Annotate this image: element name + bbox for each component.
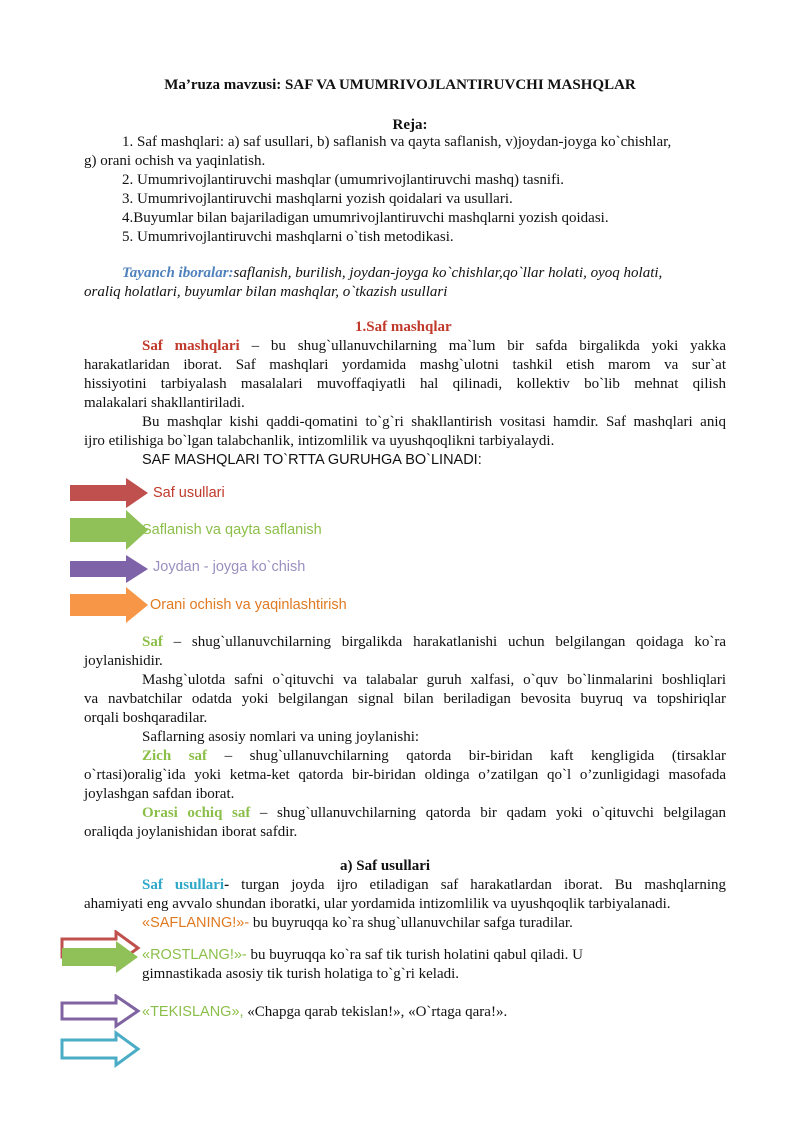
arrow-icon-red xyxy=(68,476,150,510)
zich-saf-line-1: Zich saf – shug`ullanuvchilarning qatorda bir-biridan kaft kengligida (tirsaklar xyxy=(142,748,726,764)
command-tekislang: «TEKISLANG», «Chapga qarab tekislan!», «O`rtaga qara!». xyxy=(142,1004,508,1020)
term-saf-usullari: Saf usullari xyxy=(142,877,225,893)
section-1-heading: 1.Saf mashqlar xyxy=(355,319,452,335)
arrow-icon-purple xyxy=(68,553,150,585)
section-a-line-1: Saf usullari- turgan joyda ijro etiladigan saf harakatlardan iborat. Bu mashqlarning xyxy=(142,877,726,893)
orasi-ochiq-line-1: Orasi ochiq saf – shug`ullanuvchilarning qatorda bir qadam yoki o`qituvchi belgilagan xyxy=(142,805,726,821)
keywords-line-2: oraliq holatlari, buyumlar bilan mashqlar, o`tkazish usullari xyxy=(84,284,448,300)
section-1-p1-line-4: malakalari shakllantiriladi. xyxy=(84,395,245,411)
plan-item-3: 3. Umumrivojlantiruvchi mashqlarni yozish qoidalari va usullari. xyxy=(122,191,513,207)
command-saflaning: «SAFLANING!»- bu buyruqqa ko`ra shug`ullanuvchilar safga turadilar. xyxy=(142,915,573,931)
plan-item-1-cont: g) orani ochish va yaqinlatish. xyxy=(84,153,266,169)
zich-saf-line-3: joylashgan safdan iborat. xyxy=(84,786,235,802)
command-rostlang: «ROSTLANG!»- bu buyruqqa ko`ra saf tik turish holatini qabul qiladi. U xyxy=(142,947,583,963)
arrow-icon-purple-outline xyxy=(60,994,142,1030)
group-label-1: Saf usullari xyxy=(153,485,225,501)
keywords-label: Tayanch iboralar: xyxy=(122,265,234,281)
keywords-text-1: saflanish, burilish, joydan-joyga ko`chishlar,qo`llar holati, oyoq holati, xyxy=(233,265,663,281)
command-tekislang-label: «TEKISLANG», xyxy=(142,1004,244,1020)
command-rostlang-label: «ROSTLANG!»- xyxy=(142,947,247,963)
keywords-line-1 xyxy=(122,264,662,283)
section-1-p1-line-2: harakatlaridan iborat. Saf mashqlari yordamida mashg`ulotni tashkil etish marom va sur`at xyxy=(84,357,726,373)
group-label-2: Saflanish va qayta saflanish xyxy=(142,522,322,538)
term-zich-saf: Zich saf xyxy=(142,748,208,764)
group-label-3: Joydan - joyga ko`chish xyxy=(153,559,306,575)
saf-definition-line-2: joylanishidir. xyxy=(84,653,163,669)
plan-item-2: 2. Umumrivojlantiruvchi mashqlar (umumrivojlantiruvchi mashq) tasnifi. xyxy=(122,172,565,188)
command-saflaning-label: «SAFLANING!»- xyxy=(142,915,250,931)
section-a-line-2: ahamiyati eng avvalo shundan iboratki, ular yordamida intizomlilik va uyushqoqlik tarbiyalanadi. xyxy=(84,896,671,912)
section-1-p1-line-3: hissiyotini tarbiyalash masalalari muvoffaqiyatli hal qilinadi, kollektiv bo`lib mehnat qilish xyxy=(84,376,726,392)
section-1-p2-line-2: ijro etilishiga bo`lgan talabchanlik, intizomlilik va uyushqoqlikni tarbiyalaydi. xyxy=(84,433,555,449)
group-label-4: Orani ochish va yaqinlashtirish xyxy=(150,597,347,613)
groups-heading: SAF MASHQLARI TO`RTTA GURUHGA BO`LINADI: xyxy=(142,452,482,468)
zich-saf-line-2: o`rtasi)oralig`ida yoki ketma-ket qatorda bir-biridan oldinga o’zatilgan qo`l o’zunligidagi masofada xyxy=(84,767,726,783)
section-1-p2-line-1: Bu mashqlar kishi qaddi-qomatini to`g`ri shakllantirish vositasi hamdir. Saf mashqlari aniq xyxy=(142,414,726,430)
plan-heading: Reja: xyxy=(392,117,428,133)
page-title: Ma’ruza mavzusi: SAF VA UMUMRIVOJLANTIRUVCHI MASHQLAR xyxy=(164,77,636,93)
term-orasi-ochiq-saf: Orasi ochiq saf xyxy=(142,805,251,821)
term-saf: Saf xyxy=(142,634,163,650)
arrow-icon-green xyxy=(68,508,150,552)
mashgulot-line-1: Mashg`ulotda safni o`qituvchi va talabalar guruh xalfasi, o`quv bo`linmalarini boshliqlari xyxy=(142,672,726,688)
plan-item-5: 5. Umumrivojlantiruvchi mashqlarni o`tish metodikasi. xyxy=(122,229,454,245)
arrow-icon-orange xyxy=(68,586,150,624)
section-1-p1-line-1: Saf mashqlari – bu shug`ullanuvchilarning ma`lum bir safda birgalikda yoki yakka xyxy=(142,338,726,354)
orasi-ochiq-line-2: oraliqda joylanishidan iborat safdir. xyxy=(84,824,298,840)
plan-item-1: 1. Saf mashqlari: a) saf usullari, b) saflanish va qayta saflanish, v)joydan-joyga ko`chishlar, xyxy=(122,134,672,150)
arrow-icon-green-filled xyxy=(60,938,142,978)
term-saf-mashqlari: Saf mashqlari xyxy=(142,338,240,354)
command-rostlang-line-2: gimnastikada asosiy tik turish holatiga to`g`ri keladi. xyxy=(142,966,460,982)
saf-definition-line-1: Saf – shug`ullanuvchilarning birgalikda harakatlanishi uchun belgilangan qoidaga ko`ra xyxy=(142,634,727,650)
plan-item-4: 4.Buyumlar bilan bajariladigan umumrivojlantiruvchi mashqlarni yozish qoidasi. xyxy=(122,210,609,226)
saf-names-line: Saflarning asosiy nomlari va uning joylanishi: xyxy=(142,729,420,745)
mashgulot-line-3: orqali boshqaradilar. xyxy=(84,710,208,726)
mashgulot-line-2: va navbatchilar odatda yoki belgilangan signal bilan beriladigan bevosita buyruq va topshiriqlar xyxy=(84,691,726,707)
section-a-heading: a) Saf usullari xyxy=(340,858,431,874)
arrow-icon-teal-outline xyxy=(60,1030,142,1070)
